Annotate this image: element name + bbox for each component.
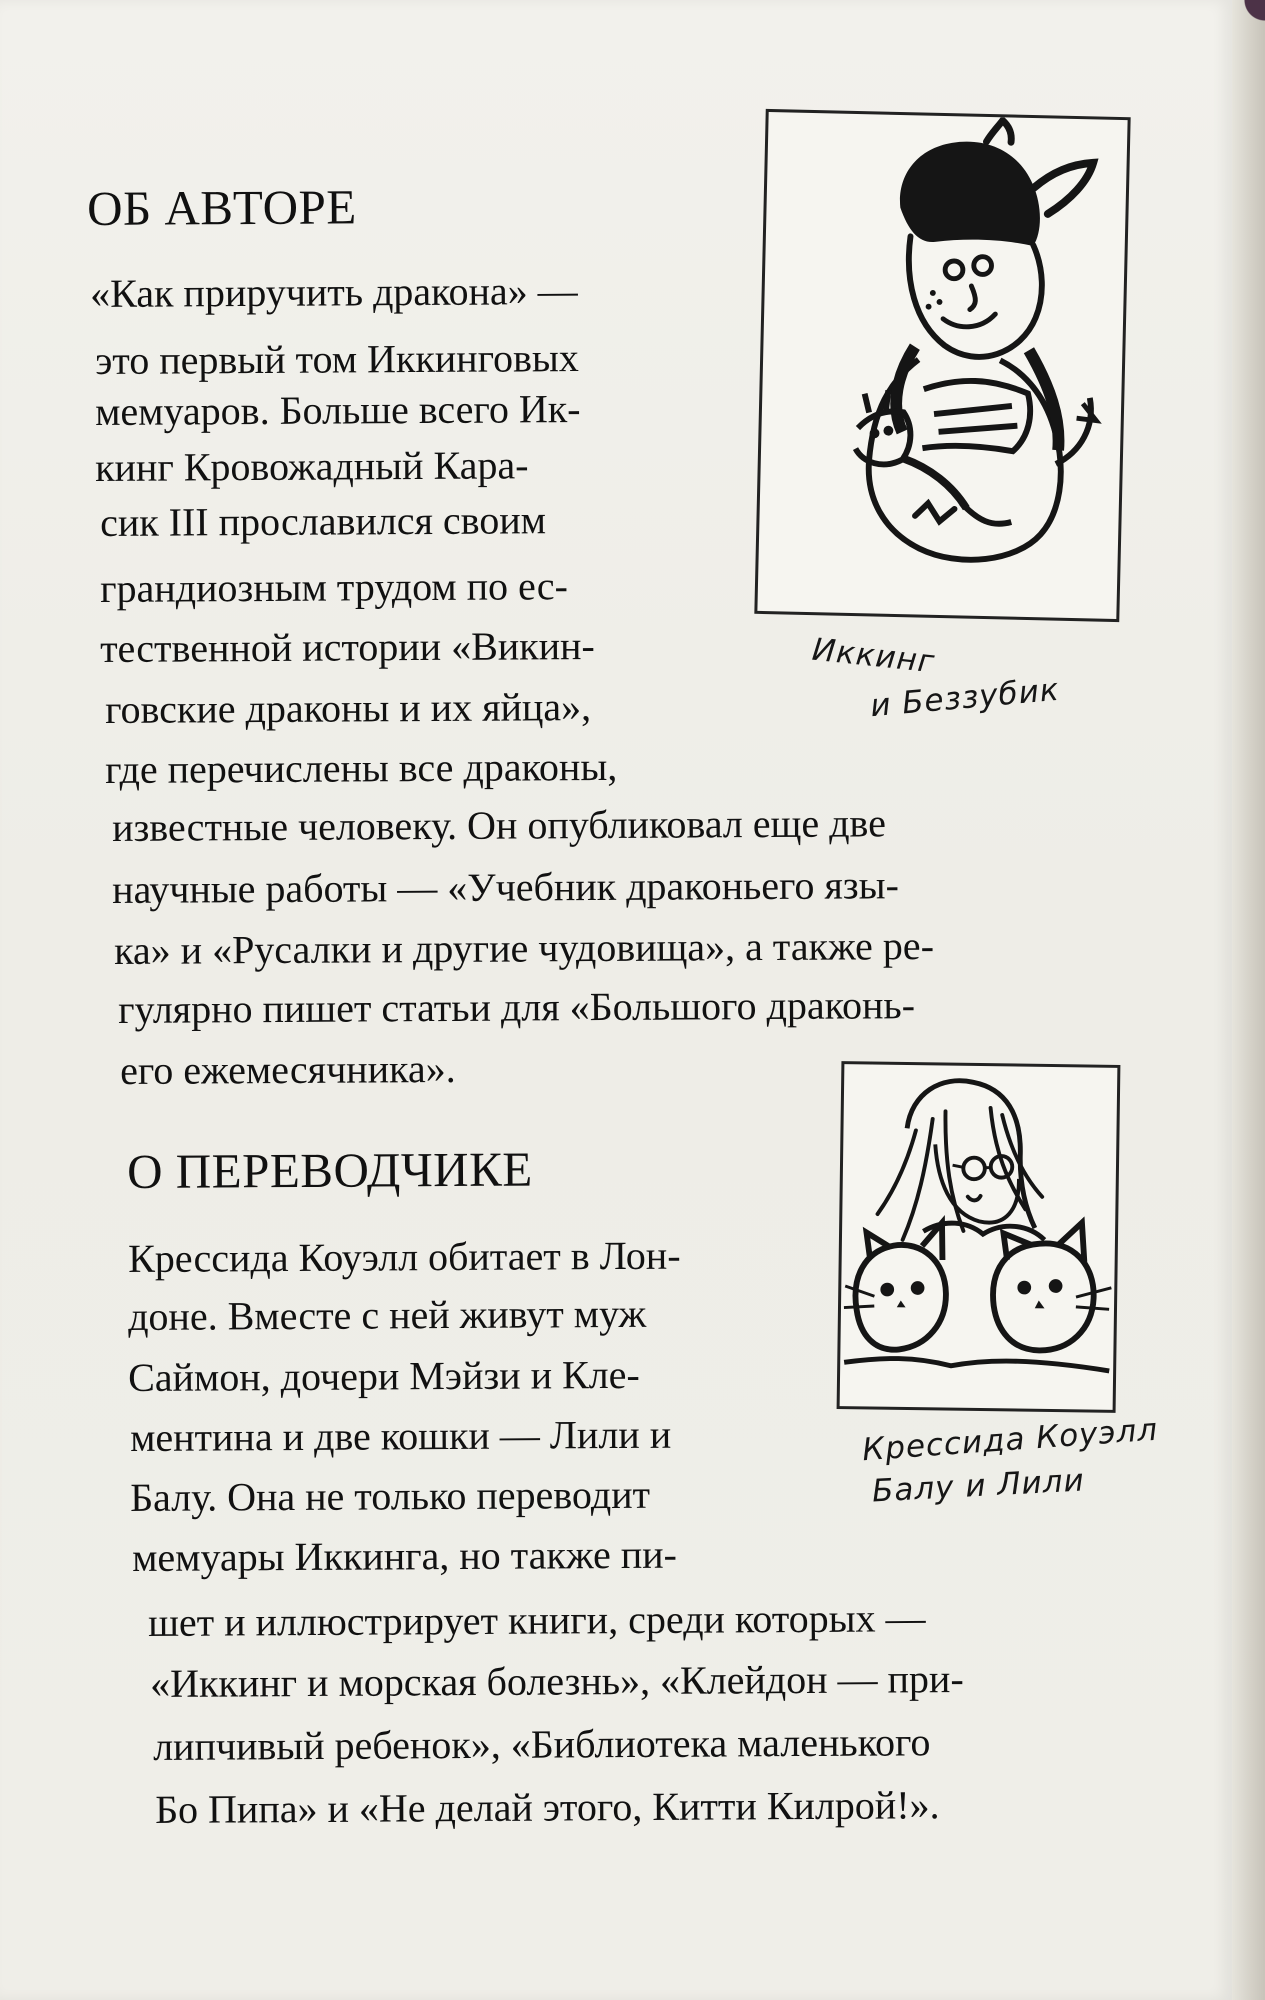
author-text-line: научные работы — «Учебник драконьего язы- — [111, 862, 899, 912]
translator-text-line: Крессида Коуэлл обитает в Лон- — [127, 1232, 681, 1281]
author-text-line: это первый том Иккинговых — [94, 335, 579, 383]
translator-text-line: Бо Пипа» и «Не делай этого, Китти Килрой!». — [154, 1782, 940, 1832]
author-text-line: кинг Кровожадный Кара- — [94, 442, 529, 490]
hiccup-caption-line2: и Беззубик — [868, 671, 1061, 725]
background-corner — [1237, 0, 1265, 28]
author-text-line: «Как приручить дракона» — — [89, 268, 578, 316]
author-text-line: грандиозным трудом по ес- — [99, 563, 569, 611]
translator-text-line: доне. Вместе с ней живут муж — [127, 1290, 647, 1339]
cressida-cats-illustration — [837, 1061, 1121, 1413]
translator-text-line: «Иккинг и морская болезнь», «Клейдон — при- — [149, 1656, 964, 1706]
translator-text-line: липчивый ребенок», «Библиотека маленького — [152, 1719, 931, 1769]
author-text-line: известные человеку. Он опубликовал еще две — [111, 800, 887, 850]
author-text-line: гулярно пишет статьи для «Большого драконь- — [117, 982, 916, 1032]
hiccup-and-toothless-sketch-icon — [757, 112, 1127, 619]
cressida-with-cats-sketch-icon — [840, 1064, 1118, 1410]
cressida-caption-line1: Крессида Коуэлл — [861, 1411, 1160, 1469]
hiccup-toothless-illustration — [754, 109, 1130, 622]
about-translator-heading: О ПЕРЕВОДЧИКЕ — [127, 1141, 533, 1199]
cressida-caption-line2: Балу и Лили — [871, 1462, 1086, 1510]
translator-text-line: Саймон, дочери Мэйзи и Кле- — [127, 1351, 640, 1400]
about-author-heading: ОБ АВТОРЕ — [87, 179, 357, 236]
translator-text-line: мемуары Иккинга, но также пи- — [131, 1531, 678, 1580]
translator-text-line: шет и иллюстрирует книги, среди которых — — [147, 1595, 926, 1645]
author-text-line: мемуаров. Больше всего Ик- — [94, 386, 581, 434]
author-text-line: говские драконы и их яйца», — [104, 684, 592, 732]
author-text-line: его ежемесячника». — [119, 1045, 456, 1093]
translator-text-line: ментина и две кошки — Лили и — [129, 1411, 672, 1460]
author-text-line: сик III прославился своим — [99, 497, 547, 545]
author-text-line: где перечислены все драконы, — [104, 743, 618, 792]
hiccup-caption-line1: Иккинг — [810, 631, 937, 681]
translator-text-line: Балу. Она не только переводит — [129, 1471, 651, 1520]
author-text-line: ка» и «Русалки и другие чудовища», а также ре- — [113, 922, 935, 973]
page-edge — [1232, 0, 1265, 2000]
author-text-line: тественной истории «Викин- — [99, 622, 595, 671]
